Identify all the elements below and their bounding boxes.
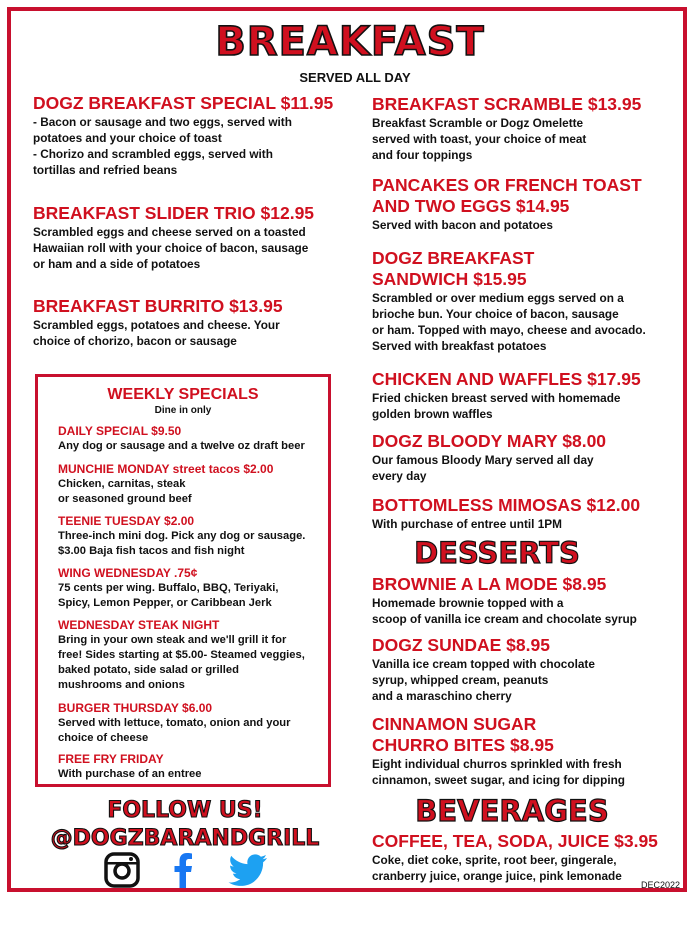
special-item (58, 700, 328, 746)
menu-item (372, 574, 677, 627)
menu-item (372, 431, 677, 484)
special-item (58, 565, 328, 611)
menu-item-description: Served with bacon and potatoes (372, 218, 553, 232)
follow-us-block (40, 797, 330, 853)
menu-item-title: DOGZ BREAKFAST SANDWICH $15.95 (372, 248, 535, 289)
menu-item-description: Coke, diet coke, sprite, root beer, gingerale, cranberry juice, orange juice, pink lemonade (372, 853, 622, 883)
special-title: WING WEDNESDAY .75¢ (58, 566, 198, 580)
special-title: BURGER THURSDAY $6.00 (58, 701, 213, 715)
social-handle: @DOGZBARANDGRILL (50, 826, 320, 851)
special-title: FREE FRY FRIDAY (58, 752, 164, 766)
menu-item-description: Scrambled or over medium eggs served on a brioche bun. Your choice of bacon, sausage or ham. Topped with mayo, cheese and avocado. Served with breakfast potatoes (372, 291, 646, 353)
special-title: TEENIE TUESDAY $2.00 (58, 514, 195, 528)
menu-item-title: CHICKEN AND WAFFLES $17.95 (372, 369, 641, 389)
twitter-icon[interactable] (228, 854, 268, 888)
menu-item-title: PANCAKES OR FRENCH TOAST AND TWO EGGS $14.95 (372, 175, 642, 216)
special-description: Chicken, carnitas, steak or seasoned ground beef (58, 478, 192, 505)
menu-item-title: BREAKFAST SCRAMBLE $13.95 (372, 94, 642, 114)
menu-item-description: Homemade brownie topped with a scoop of vanilla ice cream and chocolate syrup (372, 596, 637, 626)
menu-item-description: With purchase of entree until 1PM (372, 517, 562, 531)
special-item (58, 617, 328, 693)
menu-item-description: Our famous Bloody Mary served all day every day (372, 453, 594, 483)
menu-item-title: CINNAMON SUGAR CHURRO BITES $8.95 (372, 714, 554, 755)
menu-item-title: BREAKFAST SLIDER TRIO $12.95 (33, 203, 315, 223)
menu-item-description: Eight individual churros sprinkled with fresh cinnamon, sweet sugar, and icing for dipping (372, 757, 626, 787)
menu-item-title: COFFEE, TEA, SODA, JUICE $3.95 (372, 831, 658, 851)
special-item (58, 513, 328, 559)
menu-subtitle: SERVED ALL DAY (299, 70, 411, 85)
special-item (58, 751, 328, 782)
menu-item-description: Breakfast Scramble or Dogz Omelette served with toast, your choice of meat and four toppings (372, 116, 587, 162)
instagram-icon[interactable] (104, 852, 140, 888)
menu-item (372, 248, 677, 354)
date-code: DEC2022 (640, 880, 680, 890)
menu-item (33, 203, 363, 272)
special-title: MUNCHIE MONDAY street tacos $2.00 (58, 462, 274, 476)
menu-title: BREAKFAST (215, 19, 485, 65)
menu-item-title: DOGZ SUNDAE $8.95 (372, 635, 550, 655)
menu-item (372, 94, 677, 163)
menu-item-title: BOTTOMLESS MIMOSAS $12.00 (372, 495, 641, 515)
menu-item (372, 635, 677, 704)
menu-item (372, 714, 677, 788)
special-description: Served with lettuce, tomato, onion and your choice of cheese (58, 717, 291, 744)
menu-item-description: Scrambled eggs and cheese served on a toasted Hawaiian roll with your choice of bacon, sausage or ham and a side of potatoes (33, 225, 309, 271)
special-description: Three-inch mini dog. Pick any dog or sausage. $3.00 Baja fish tacos and fish night (58, 530, 306, 557)
menu-item (372, 175, 677, 233)
special-title: WEDNESDAY STEAK NIGHT (58, 618, 220, 632)
menu-item-description: Vanilla ice cream topped with chocolate syrup, whipped cream, peanuts and a maraschino cherry (372, 657, 595, 703)
menu-item (33, 296, 363, 349)
follow-us-heading: FOLLOW US! (107, 798, 263, 823)
menu-item-description: - Bacon or sausage and two eggs, served with potatoes and your choice of toast - Chorizo and scrambled eggs, served with tortillas and refried beans (33, 115, 292, 177)
beverages-heading: BEVERAGES (415, 794, 609, 828)
menu-item-description: Fried chicken breast served with homemade golden brown waffles (372, 391, 621, 421)
special-item (58, 461, 328, 507)
facebook-icon[interactable] (170, 852, 196, 888)
special-description: With purchase of an entree (58, 768, 202, 780)
weekly-specials-subtitle: Dine in only (154, 405, 212, 416)
menu-item-title: DOGZ BLOODY MARY $8.00 (372, 431, 607, 451)
menu-item-title: BROWNIE A LA MODE $8.95 (372, 574, 607, 594)
weekly-specials-box (35, 374, 331, 787)
special-description: 75 cents per wing. Buffalo, BBQ, Teriyaki, Spicy, Lemon Pepper, or Caribbean Jerk (58, 582, 279, 609)
menu-item-title: DOGZ BREAKFAST SPECIAL $11.95 (33, 93, 334, 113)
menu-item-title: BREAKFAST BURRITO $13.95 (33, 296, 283, 316)
menu-item (372, 369, 677, 422)
menu-item-description: Scrambled eggs, potatoes and cheese. Your choice of chorizo, bacon or sausage (33, 318, 280, 348)
menu-item (33, 93, 363, 178)
menu-item (372, 495, 677, 532)
weekly-specials-title: WEEKLY SPECIALS (107, 386, 259, 403)
menu-item (372, 831, 677, 884)
desserts-heading: DESSERTS (414, 536, 580, 570)
special-description: Bring in your own steak and we'll grill it for free! Sides starting at $5.00- Steamed veggies, baked potato, side salad or grilled mushrooms and onions (58, 634, 305, 691)
special-title: DAILY SPECIAL $9.50 (58, 424, 182, 438)
special-item (58, 423, 328, 454)
special-description: Any dog or sausage and a twelve oz draft beer (58, 440, 305, 452)
